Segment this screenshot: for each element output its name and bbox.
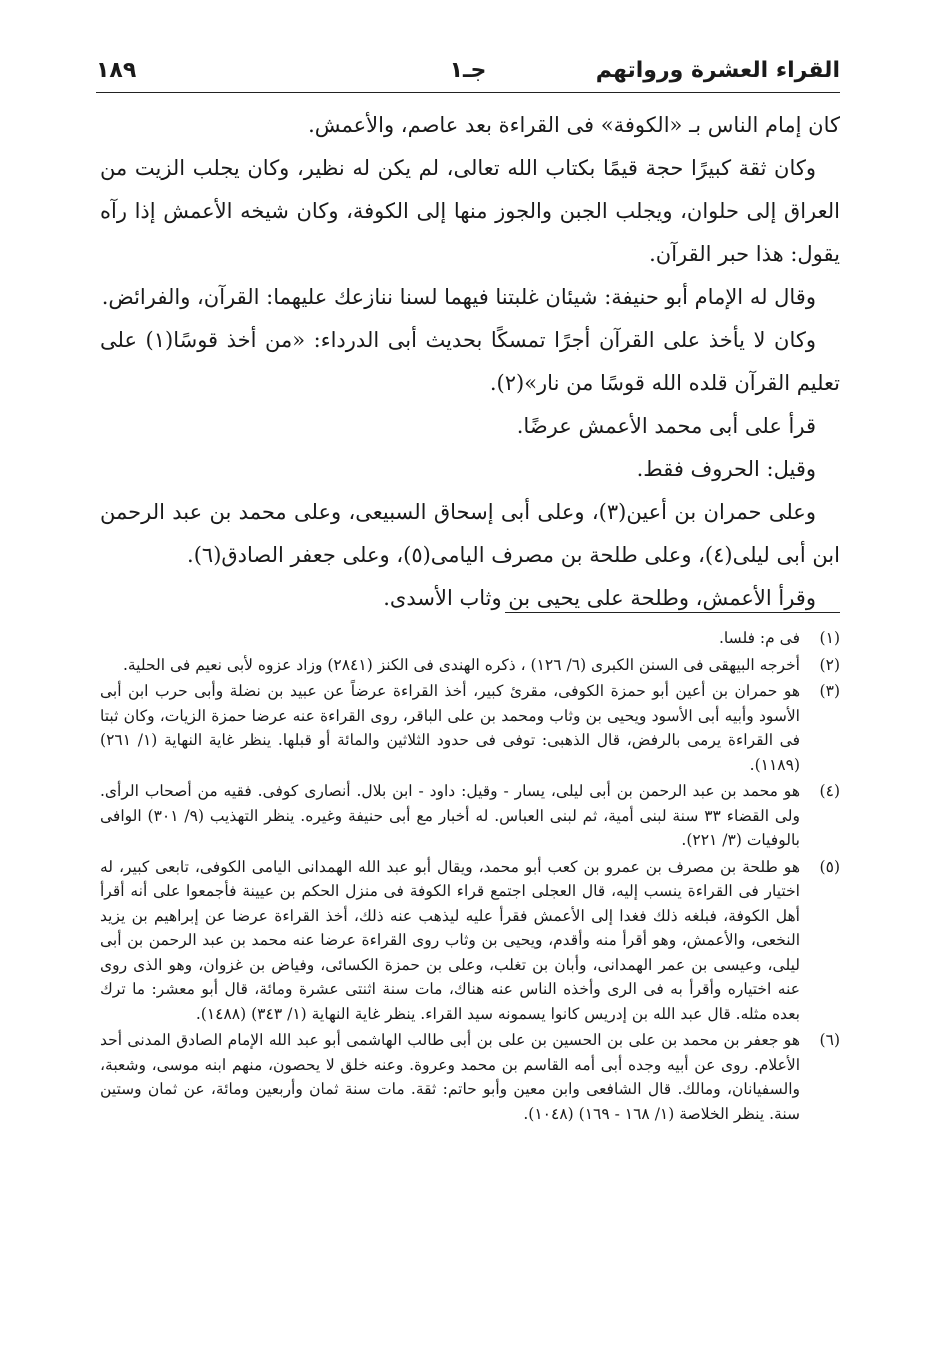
footnote-number: (٥) xyxy=(819,857,840,876)
footnote-text: هو جعفر بن محمد بن على بن الحسين بن على بن أبى طالب الهاشمى أبو عبد الله الإمام الصادق المدنى أحد الأعلام. روى عن أبيه وجده أبى أمه القاسم بن محمد وعروة. وعنه خلق لا يحصون، منهم ابنه موسى، وشعبة، والسفيانان، ومالك. قال الشافعى وابن معين وأبو حاتم: ثقة. مات سنة ثمان وأربعين ومائة، عن ثمان وستين سنة. ينظر الخلاصة (١/ ١٦٨ - ١٦٩) (١٠٤٨). xyxy=(100,1031,800,1123)
footnote-text: أخرجه البيهقى فى السنن الكبرى (٦/ ١٢٦) ، ذكره الهندى فى الكنز (٢٨٤١) وزاد عزوه لأبى نعيم فى الحلية. xyxy=(122,655,800,674)
footnote-number: (٦) xyxy=(819,1031,840,1049)
paragraph: وكان ثقة كبيرًا حجة قيمًا بكتاب الله تعالى، لم يكن له نظير، وكان يجلب الزيت من العراق إلى حلوان، ويجلب الجبن والجوز منها إلى الكوفة، وكان شيخه الأعمش إذا رآه يقول: هذا حبر القرآن. xyxy=(100,156,840,266)
main-text xyxy=(100,104,840,620)
paragraph: كان إمام الناس بـ «الكوفة» فى القراءة بعد عاصم، والأعمش. xyxy=(308,113,840,137)
footnote xyxy=(100,679,840,777)
footnote-separator xyxy=(505,612,840,613)
footnote xyxy=(100,1028,840,1126)
paragraph: وعلى حمران بن أعين(٣)، وعلى أبى إسحاق السبيعى، وعلى محمد بن عبد الرحمن ابن أبى ليلى(٤)، وعلى طلحة بن مصرف اليامى(٥)، وعلى جعفر الصادق(٦). xyxy=(100,500,840,567)
footnote xyxy=(100,779,840,853)
footnotes xyxy=(100,626,840,1128)
paragraph: وقيل: الحروف فقط. xyxy=(636,457,816,481)
volume-label: جـ١ xyxy=(449,57,487,83)
page-number: ١٨٩ xyxy=(96,57,137,83)
footnote xyxy=(100,855,840,1027)
footnote-number: (٣) xyxy=(819,682,840,700)
footnote xyxy=(100,626,840,651)
footnote-number: (١) xyxy=(819,629,840,647)
footnote-text: هو محمد بن عبد الرحمن بن أبى ليلى، يسار - وقيل: داود - ابن بلال. أنصارى كوفى. فقيه من أصحاب الرأى. ولى القضاء ٣٣ سنة لبنى أمية، ثم لبنى العباس. له أخبار مع أبى حنيفة وغيره. ينظر التهذيب (٩/ ٣٠١) الوافى بالوفيات (٣/ ٢٢١). xyxy=(100,782,800,849)
footnote-text: فى م: فلسا. xyxy=(718,629,800,647)
running-header xyxy=(96,48,840,93)
footnote-number: (٤) xyxy=(819,782,840,800)
paragraph: وقال له الإمام أبو حنيفة: شيئان غلبتنا فيهما لسنا ننازعك عليهما: القرآن، والفرائض. xyxy=(101,285,816,309)
paragraph: وكان لا يأخذ على القرآن أجرًا تمسكًا بحديث أبى الدرداء: «من أخذ قوسًا(١) على تعليم القرآن قلده الله قوسًا من نار»(٢). xyxy=(100,328,840,395)
footnote-number: (٢) xyxy=(819,655,840,674)
footnote-text: هو حمران بن أعين أبو حمزة الكوفى، مقرئ كبير، أخذ القراءة عرضاً عن عبيد بن نضلة وأبى حرب ابن أبى الأسود وأبيه أبى الأسود ويحيى بن وثاب ومحمد بن على الباقر، روى القراءة عنه عرضا حمزة الزيات، وكان ثبتا فى القراءة يرمى بالرفض، قال الذهبى: توفى فى حدود الثلاثين والمائة أو قبلها. ينظر غاية النهاية (١/ ٢٦١) (١١٨٩). xyxy=(100,682,801,774)
paragraph: وقرأ الأعمش، وطلحة على يحيى بن وثاب الأسدى. xyxy=(383,586,816,610)
footnote-text: هو طلحة بن مصرف بن عمرو بن كعب أبو محمد، ويقال أبو عبد الله الهمدانى اليامى الكوفى، تابعى كبير، له اختيار فى القراءة ينسب إليه، قال العجلى اجتمع قراء الكوفة فى منزل الحكم بن عيينة فأجمعوا على أنه أقرأ أهل الكوفة، فبلغه ذلك فغدا إلى الأعمش فقرأ عليه ليذهب عنه ذلك، أخذ القراءة عرضا عن إبراهيم بن يزيد النخعى، والأعمش، وهو أقرأ منه وأقدم، ويحيى بن وثاب روى القراءة عرضا عنه محمد بن عبد الرحمن بن أبى ليلى، وعيسى بن عمر الهمدانى، وأبان بن تغلب، وعلى بن حمزة الكسائى، وفياض بن غزوان، وهو الذى روى عنه اختياره وأقرأ به فى الرى وأخذه الناس عنه هناك، مات سنة اثنتى عشرة ومائة، قال أبو معشر: ما ترك بعده مثله. قال عبد الله بن إدريس كانوا يسمونه سيد القراء. ينظر غاية النهاية (١/ ٣٤٣) (١٤٨٨). xyxy=(100,857,800,1023)
footnote xyxy=(100,653,840,678)
paragraph: قرأ على أبى محمد الأعمش عرضًا. xyxy=(516,414,816,438)
running-title: القراء العشرة ورواتهم xyxy=(595,57,840,83)
